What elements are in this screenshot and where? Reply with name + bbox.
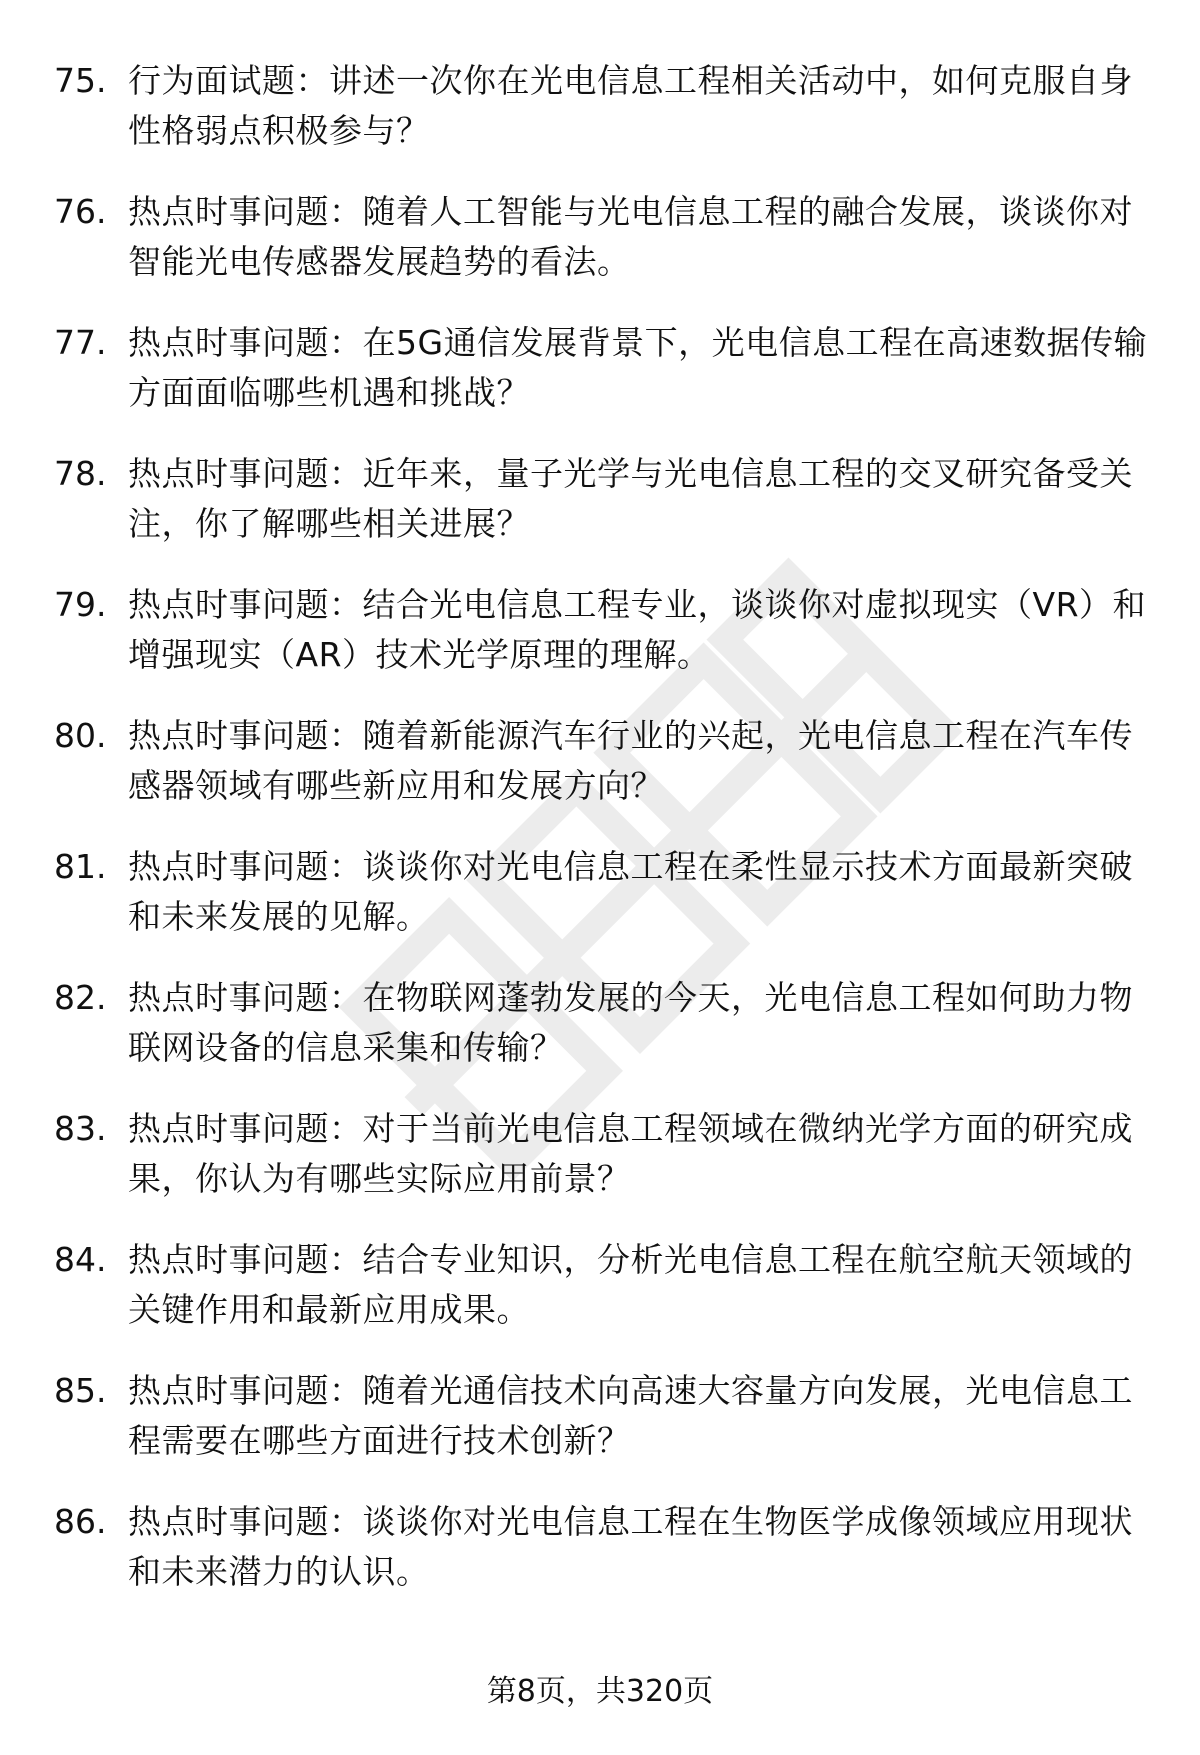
list-item — [54, 711, 1154, 842]
page-number-footer: 第8页，共320页 — [486, 1674, 714, 1709]
question-number: 84. — [54, 1240, 107, 1279]
list-item — [54, 1497, 1154, 1628]
question-number: 75. — [54, 61, 107, 100]
list-item — [54, 56, 1154, 187]
list-item — [54, 1366, 1154, 1497]
question-number: 78. — [54, 454, 107, 493]
list-item — [54, 973, 1154, 1104]
list-item — [54, 842, 1154, 973]
question-text: 热点时事问题：随着光通信技术向高速大容量方向发展，光电信息工程需要在哪些方面进行技术创新？ — [128, 1371, 1133, 1460]
list-item — [54, 318, 1154, 449]
question-text: 热点时事问题：结合光电信息工程专业，谈谈你对虚拟现实（VR）和增强现实（AR）技术光学原理的理解。 — [128, 585, 1147, 674]
question-text: 热点时事问题：对于当前光电信息工程领域在微纳光学方面的研究成果，你认为有哪些实际应用前景？ — [128, 1109, 1133, 1198]
question-text: 热点时事问题：谈谈你对光电信息工程在生物医学成像领域应用现状和未来潜力的认识。 — [128, 1502, 1133, 1591]
question-text: 热点时事问题：结合专业知识，分析光电信息工程在航空航天领域的关键作用和最新应用成果。 — [128, 1240, 1133, 1329]
list-item — [54, 187, 1154, 318]
list-item — [54, 449, 1154, 580]
question-number: 79. — [54, 585, 107, 624]
question-number: 86. — [54, 1502, 107, 1541]
question-text: 热点时事问题：在物联网蓬勃发展的今天，光电信息工程如何助力物联网设备的信息采集和传输？ — [128, 978, 1133, 1067]
question-number: 82. — [54, 978, 107, 1017]
question-number: 85. — [54, 1371, 107, 1410]
question-number: 80. — [54, 716, 107, 755]
list-item — [54, 580, 1154, 711]
question-number: 77. — [54, 323, 107, 362]
question-text: 热点时事问题：近年来，量子光学与光电信息工程的交叉研究备受关注，你了解哪些相关进展？ — [128, 454, 1133, 543]
list-item — [54, 1235, 1154, 1366]
question-list — [54, 56, 1154, 1628]
question-number: 81. — [54, 847, 107, 886]
question-text: 行为面试题：讲述一次你在光电信息工程相关活动中，如何克服自身性格弱点积极参与？ — [128, 61, 1133, 150]
question-text: 热点时事问题：随着新能源汽车行业的兴起，光电信息工程在汽车传感器领域有哪些新应用和发展方向？ — [128, 716, 1133, 805]
question-text: 热点时事问题：随着人工智能与光电信息工程的融合发展，谈谈你对智能光电传感器发展趋势的看法。 — [128, 192, 1133, 281]
question-text: 热点时事问题：在5G通信发展背景下，光电信息工程在高速数据传输方面面临哪些机遇和挑战？ — [128, 323, 1148, 412]
question-text: 热点时事问题：谈谈你对光电信息工程在柔性显示技术方面最新突破和未来发展的见解。 — [128, 847, 1133, 936]
question-number: 83. — [54, 1109, 107, 1148]
question-number: 76. — [54, 192, 107, 231]
list-item — [54, 1104, 1154, 1235]
